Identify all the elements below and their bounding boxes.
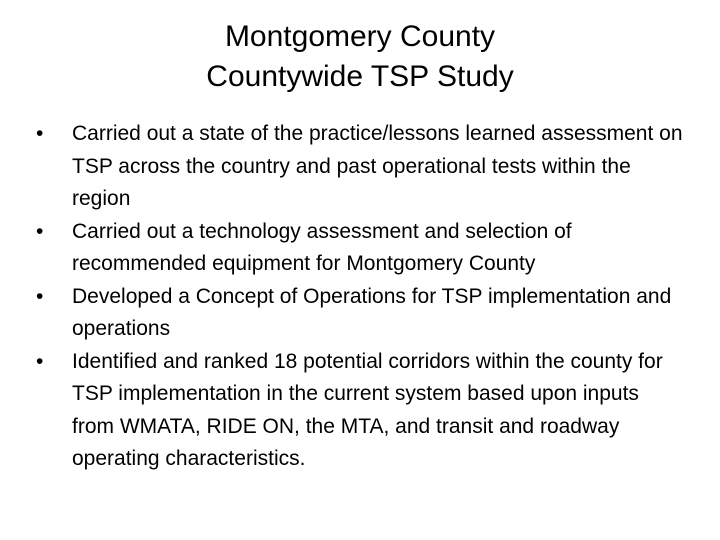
title-line-2: Countywide TSP Study bbox=[206, 60, 514, 93]
title-line-1: Montgomery County bbox=[224, 20, 496, 53]
bullet-text: Developed a Concept of Operations for TSP implementation and operations bbox=[72, 284, 672, 340]
bullet-item-2 bbox=[36, 216, 686, 281]
bullet-item-1 bbox=[36, 118, 686, 216]
bullet-icon: • bbox=[36, 349, 44, 373]
bullet-item-4 bbox=[36, 346, 686, 476]
bullet-text: Carried out a technology assessment and selection of recommended equipment for Montgomery County bbox=[72, 219, 572, 275]
bullet-icon: • bbox=[36, 219, 44, 243]
bullet-text: Identified and ranked 18 potential corridors within the county for TSP implementation in the current system based upon inputs from WMATA, RIDE ON, the MTA, and transit and roadway operating characteristics. bbox=[72, 349, 663, 470]
slide-title bbox=[60, 17, 660, 97]
bullet-text: Carried out a state of the practice/lessons learned assessment on TSP across the country and past operational tests within the region bbox=[72, 122, 683, 210]
bullet-item-3 bbox=[36, 281, 686, 346]
bullet-icon: • bbox=[36, 122, 44, 145]
bullet-list bbox=[36, 118, 686, 476]
bullet-icon: • bbox=[36, 284, 44, 308]
